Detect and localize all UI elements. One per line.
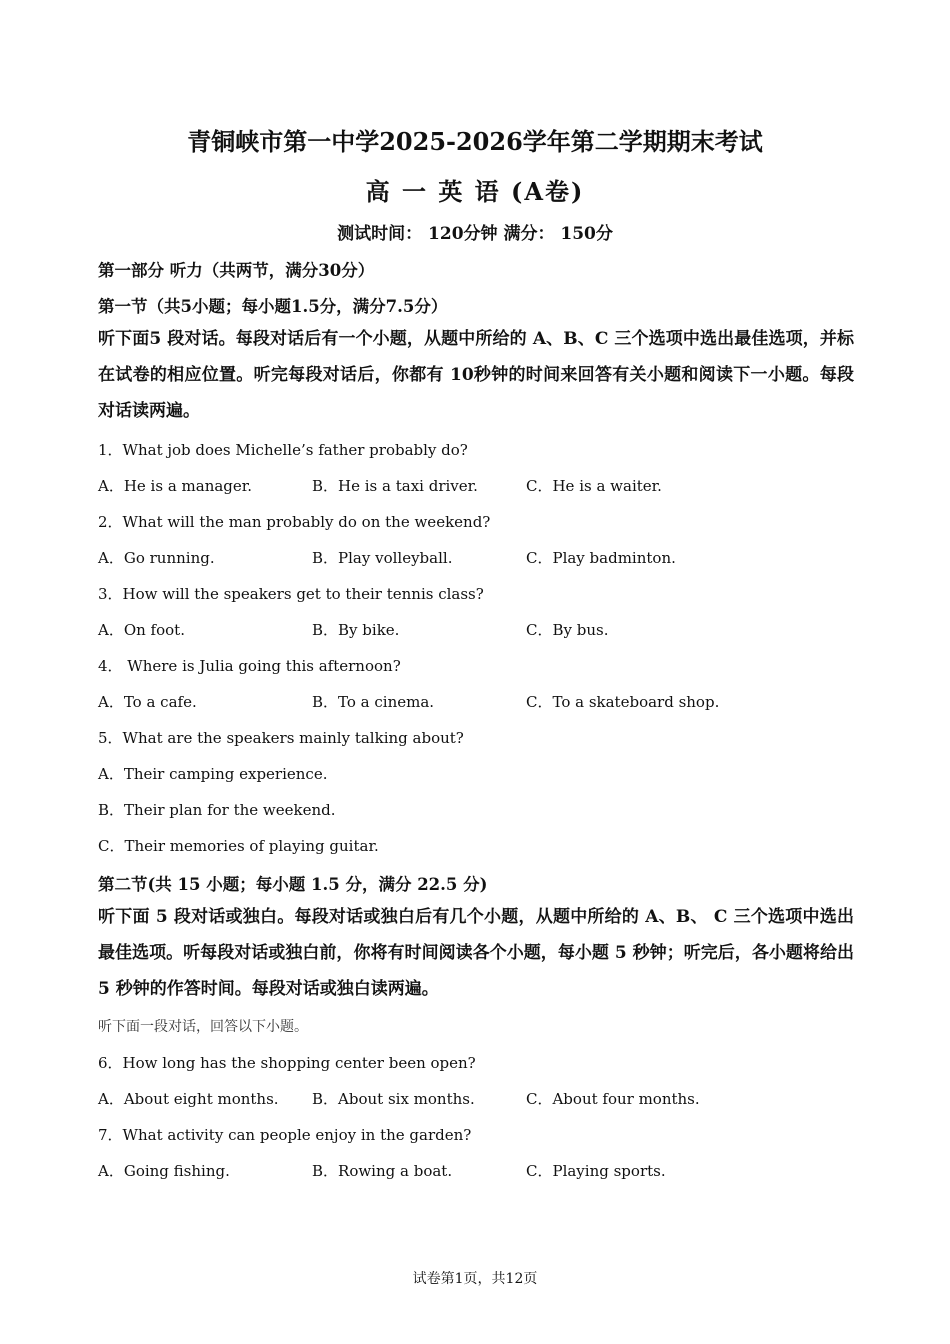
section1-instruction: 听下面5 段对话。每段对话后有一个小题，从题中所给的 A、B、C 三个选项中选出最佳选项，并标在试卷的相应位置。听完每段对话后，你都有 10秒钟的时间来回答有关小题和阅读下一小题。每段对话读两遍。 [98, 329, 854, 421]
option-a: A．About eight months. [98, 1090, 279, 1108]
section2-instruction: 听下面 5 段对话或独白。每段对话或独白后有几个小题，从题中所给的 A、B、 C 三个选项中选出最佳选项。听每段对话或独白前，你将有时间阅读各个小题，每小题 5 秒钟；听完后，各小题将给出 5 秒钟的作答时间。每段对话或独白读两遍。 [98, 907, 854, 999]
option-b: B．Play volleyball. [312, 549, 453, 567]
question-7: 7．What activity can people enjoy in the garden? [98, 1126, 472, 1144]
question-4-options [98, 691, 858, 711]
question-3-options [98, 619, 858, 639]
section1-heading: 第一节（共5小题；每小题1.5分，满分7.5分） [98, 297, 448, 316]
question-5-option-a: A．Their camping experience. [98, 765, 328, 783]
option-c: C．About four months. [526, 1090, 700, 1108]
dialogue-note: 听下面一段对话，回答以下小题。 [98, 1019, 308, 1035]
question-5-option-b: B．Their plan for the weekend. [98, 801, 336, 819]
option-a: A．He is a manager. [98, 477, 253, 495]
option-b: B．To a cinema. [312, 693, 435, 711]
page-footer: 试卷第1页，共12页 [412, 1271, 538, 1287]
part1-heading: 第一部分 听力（共两节，满分30分） [98, 261, 375, 280]
option-c: C．Play badminton. [526, 549, 676, 567]
option-a: A．Going fishing. [98, 1162, 230, 1180]
question-2: 2．What will the man probably do on the weekend? [98, 513, 491, 531]
option-a: A．On foot. [98, 621, 185, 639]
option-c: C．He is a waiter. [526, 477, 662, 495]
option-c: C．By bus. [526, 621, 609, 639]
option-c: C．To a skateboard shop. [526, 693, 720, 711]
question-6-options [98, 1088, 858, 1108]
subject-title: 高 一 英 语 (A卷) [365, 177, 585, 206]
exam-title: 青铜峡市第一中学2025-2026学年第二学期期末考试 [187, 127, 763, 156]
question-5-option-c: C．Their memories of playing guitar. [98, 837, 379, 855]
option-b: B．By bike. [312, 621, 400, 639]
section2-heading: 第二节(共 15 小题；每小题 1.5 分，满分 22.5 分) [98, 875, 488, 894]
option-b: B．He is a taxi driver. [312, 477, 478, 495]
time-info: 测试时间： 120分钟 满分： 150分 [337, 224, 613, 244]
option-a: A．Go running. [98, 549, 215, 567]
option-b: B．About six months. [312, 1090, 475, 1108]
option-b: B．Rowing a boat. [312, 1162, 453, 1180]
option-c: C．Playing sports. [526, 1162, 666, 1180]
question-4: 4． Where is Julia going this afternoon? [98, 657, 401, 675]
option-a: A．To a cafe. [98, 693, 197, 711]
question-1-options [98, 475, 858, 495]
question-2-options [98, 547, 858, 567]
question-7-options [98, 1160, 858, 1180]
question-1: 1．What job does Michelle’s father probably do? [98, 441, 468, 459]
question-3: 3．How will the speakers get to their tennis class? [98, 585, 484, 603]
question-5: 5．What are the speakers mainly talking about? [98, 729, 464, 747]
question-6: 6．How long has the shopping center been open? [98, 1054, 476, 1072]
